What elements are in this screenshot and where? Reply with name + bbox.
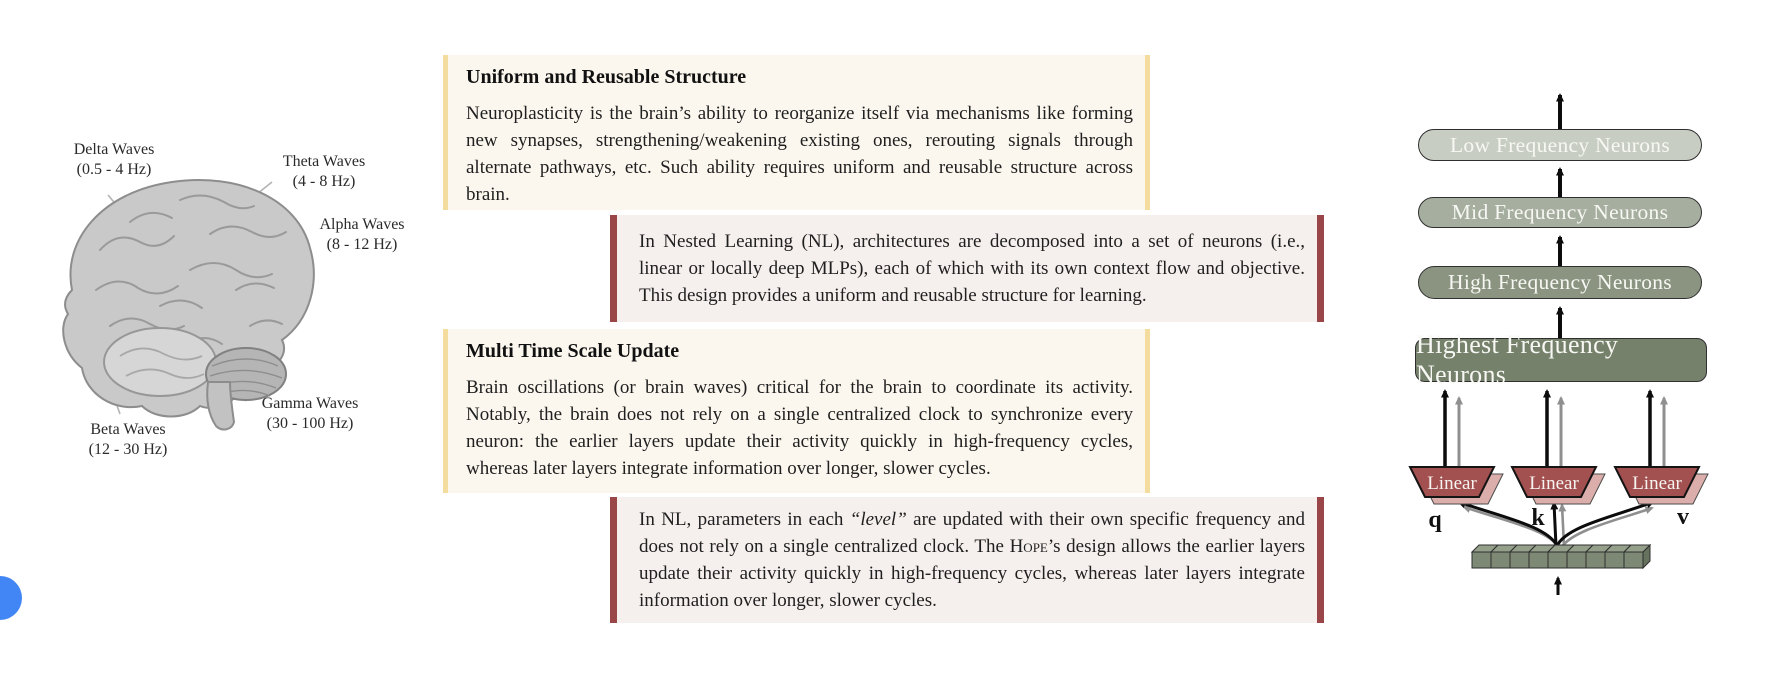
wave-range: (0.5 - 4 Hz) — [76, 161, 152, 178]
brain-temporal-lobe — [104, 328, 216, 396]
level-label: Low Frequency Neurons — [1449, 132, 1671, 157]
note-nested-learning-2 — [610, 497, 1324, 623]
wave-name: Alpha Waves — [319, 216, 405, 233]
label-alpha-waves — [296, 215, 428, 255]
wave-range: (4 - 8 Hz) — [292, 173, 356, 190]
level-highest-frequency-neurons — [1415, 330, 1707, 389]
label-beta-waves — [62, 420, 194, 460]
hope-smallcaps: Hope — [1009, 536, 1048, 557]
label-theta-waves — [258, 152, 390, 192]
token-row — [1472, 545, 1650, 568]
wave-name: Beta Waves — [90, 421, 166, 438]
linear-label-q: Linear — [1427, 473, 1477, 494]
note-title: Multi Time Scale Update — [466, 340, 680, 362]
wave-range: (30 - 100 Hz) — [266, 415, 354, 432]
level-high-frequency-neurons — [1418, 266, 1702, 299]
brain-stem — [207, 382, 234, 429]
linear-label-v: Linear — [1632, 473, 1682, 494]
note-body: In NL, parameters in each “level” are updated with their own specific frequency and does not rely on a single centralized clock. The Hope’s design allows the earlier layers update their activity quickly in high-frequency cycles, whereas later layers integrate information over longer, slower cycles. — [639, 509, 1305, 611]
var-k: k — [1531, 505, 1545, 531]
level-low-frequency-neurons — [1418, 129, 1702, 161]
italic-level: “level” — [849, 509, 907, 530]
wave-name: Theta Waves — [282, 153, 366, 170]
note-body: Neuroplasticity is the brain’s ability to reorganize itself via mechanisms like forming new synapses, strengthening/weakening existing ones, rerouting signals through alternate pathways, etc. Such ability requires uniform and reusable structure across brain. — [466, 103, 1133, 205]
note-body: In Nested Learning (NL), architectures are decomposed into a set of neurons (i.e., linear or locally deep MLPs), each of which with its own context flow and objective. This design provides a uniform and reusable structure for learning. — [639, 231, 1305, 306]
note-title: Uniform and Reusable Structure — [466, 66, 747, 88]
level-label: Highest Frequency Neurons — [1416, 330, 1619, 389]
note-nested-learning-1 — [610, 215, 1324, 322]
linear-projections — [1410, 467, 1708, 533]
note-multi-time-scale — [443, 329, 1150, 493]
qkv-curves — [1459, 502, 1653, 548]
floating-blue-dot[interactable] — [0, 576, 22, 620]
wave-range: (8 - 12 Hz) — [326, 236, 398, 253]
linear-label-k: Linear — [1529, 473, 1579, 494]
level-label: Mid Frequency Neurons — [1451, 200, 1669, 224]
var-v: v — [1677, 504, 1689, 530]
note-uniform-structure — [443, 55, 1150, 210]
label-gamma-waves — [238, 394, 382, 434]
label-delta-waves — [48, 140, 180, 180]
wave-range: (12 - 30 Hz) — [88, 441, 168, 458]
var-q: q — [1428, 507, 1442, 533]
projection-arrows — [1445, 391, 1664, 466]
level-mid-frequency-neurons — [1418, 197, 1702, 228]
note-body: Brain oscillations (or brain waves) critical for the brain to coordinate its activity. Notably, the brain does not rely on a single centralized clock to synchronize every neuron: the earlier layers update their activity quickly in high-frequency cycles, whereas later layers integrate information over longer, slower cycles. — [466, 377, 1133, 479]
level-label: High Frequency Neurons — [1448, 270, 1672, 294]
wave-name: Delta Waves — [73, 141, 155, 158]
wave-name: Gamma Waves — [261, 395, 359, 412]
